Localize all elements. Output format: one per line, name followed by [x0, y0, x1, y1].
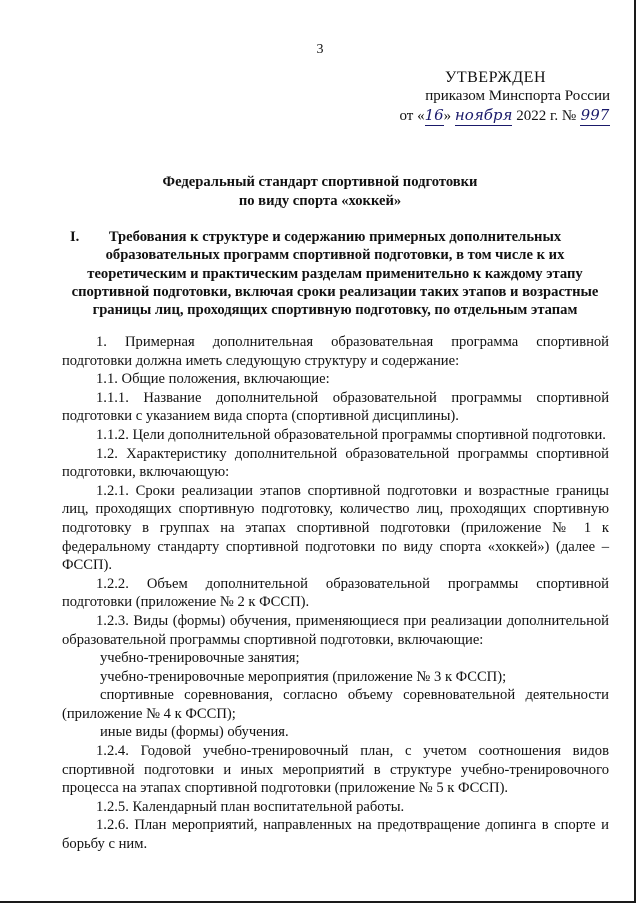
list-item-other-forms: иные виды (формы) обучения. — [100, 724, 289, 741]
document-title-line1: Федеральный стандарт спортивной подготовки — [162, 174, 478, 190]
paragraph-1-2: 1.2. Характеристику дополнительной образовательной программы спортивной подготовки, включающую: — [62, 445, 609, 481]
approval-date-line — [330, 106, 610, 126]
paragraph-1-1-2: 1.1.2. Цели дополнительной образовательной программы спортивной подготовки. — [96, 426, 606, 443]
list-item-training-events: учебно-тренировочные мероприятия (приложение № 3 к ФССП); — [100, 668, 507, 685]
list-item-training-sessions: учебно-тренировочные занятия; — [100, 650, 300, 667]
paragraph-1-2-5: 1.2.5. Календарный план воспитательной работы. — [96, 798, 405, 815]
approval-number-handwritten: 997 — [580, 106, 610, 124]
approval-order-line: приказом Минспорта России — [425, 88, 610, 104]
paragraph-1-1: 1.1. Общие положения, включающие: — [96, 371, 330, 388]
approval-year: 2022 г. № — [516, 108, 577, 124]
paragraph-1-1-1: 1.1.1. Название дополнительной образовательной программы спортивной подготовки с указанием вида спорта (спортивной дисциплины). — [62, 389, 609, 425]
paragraph-1-2-4: 1.2.4. Годовой учебно-тренировочный план, с учетом соотношения видов спортивной подготовки и иных мероприятий в структуре учебно-тренировочного процесса на этапах спортивной подготовки (приложение № 5 к ФССП). — [62, 743, 609, 797]
approval-from: от « — [399, 108, 425, 124]
document-title — [60, 173, 580, 211]
document-title-line2: по виду спорта «хоккей» — [238, 193, 402, 209]
page-number: 3 — [316, 42, 324, 57]
list-item-competitions: спортивные соревнования, согласно объему соревновательной деятельности (приложение № 4 к ФССП); — [62, 687, 609, 722]
approval-block — [330, 68, 610, 126]
paragraph-1-2-6: 1.2.6. План мероприятий, направленных на предотвращение допинга в спорте и борьбу с ним. — [62, 817, 609, 853]
paragraph-1-2-2: 1.2.2. Объем дополнительной образовательной программы спортивной подготовки (приложение № 2 к ФССП). — [62, 575, 609, 611]
section-heading — [60, 228, 610, 319]
approval-day-handwritten: 16 — [424, 106, 444, 124]
approval-month-handwritten: ноября — [454, 106, 513, 124]
paragraph-1-2-3: 1.2.3. Виды (формы) обучения, применяющиеся при реализации дополнительной образовательной программы спортивной подготовки, включающие: — [62, 612, 609, 648]
paragraph-1: 1. Примерная дополнительная образовательная программа спортивной подготовки должна иметь следующую структуру и содержание: — [62, 334, 609, 369]
approval-quote-close: » — [443, 108, 452, 124]
section-number: I. — [70, 229, 80, 245]
paragraph-1-2-1: 1.2.1. Сроки реализации этапов спортивной подготовки и возрастные границы лиц, проходящих спортивную подготовку, количество лиц, проходящих спортивную подготовку в группах на этапах спортивной подготовки (приложение № 1 к федеральному стандарту спортивной подготовки по виду спорта «хоккей») (далее – ФССП). — [62, 482, 609, 574]
body-text — [62, 333, 609, 854]
approval-title: УТВЕРЖДЕН — [445, 69, 546, 86]
section-title: Требования к структуре и содержанию примерных дополнительных образовательных программ спортивной подготовки, в том числе к их теоретическим и практическим разделам применительно к каждому этапу спортивной подготовки, включая сроки реализации таких этапов и возрастные границы лиц, проходящих спортивную подготовку, по отдельным этапам — [71, 229, 599, 319]
